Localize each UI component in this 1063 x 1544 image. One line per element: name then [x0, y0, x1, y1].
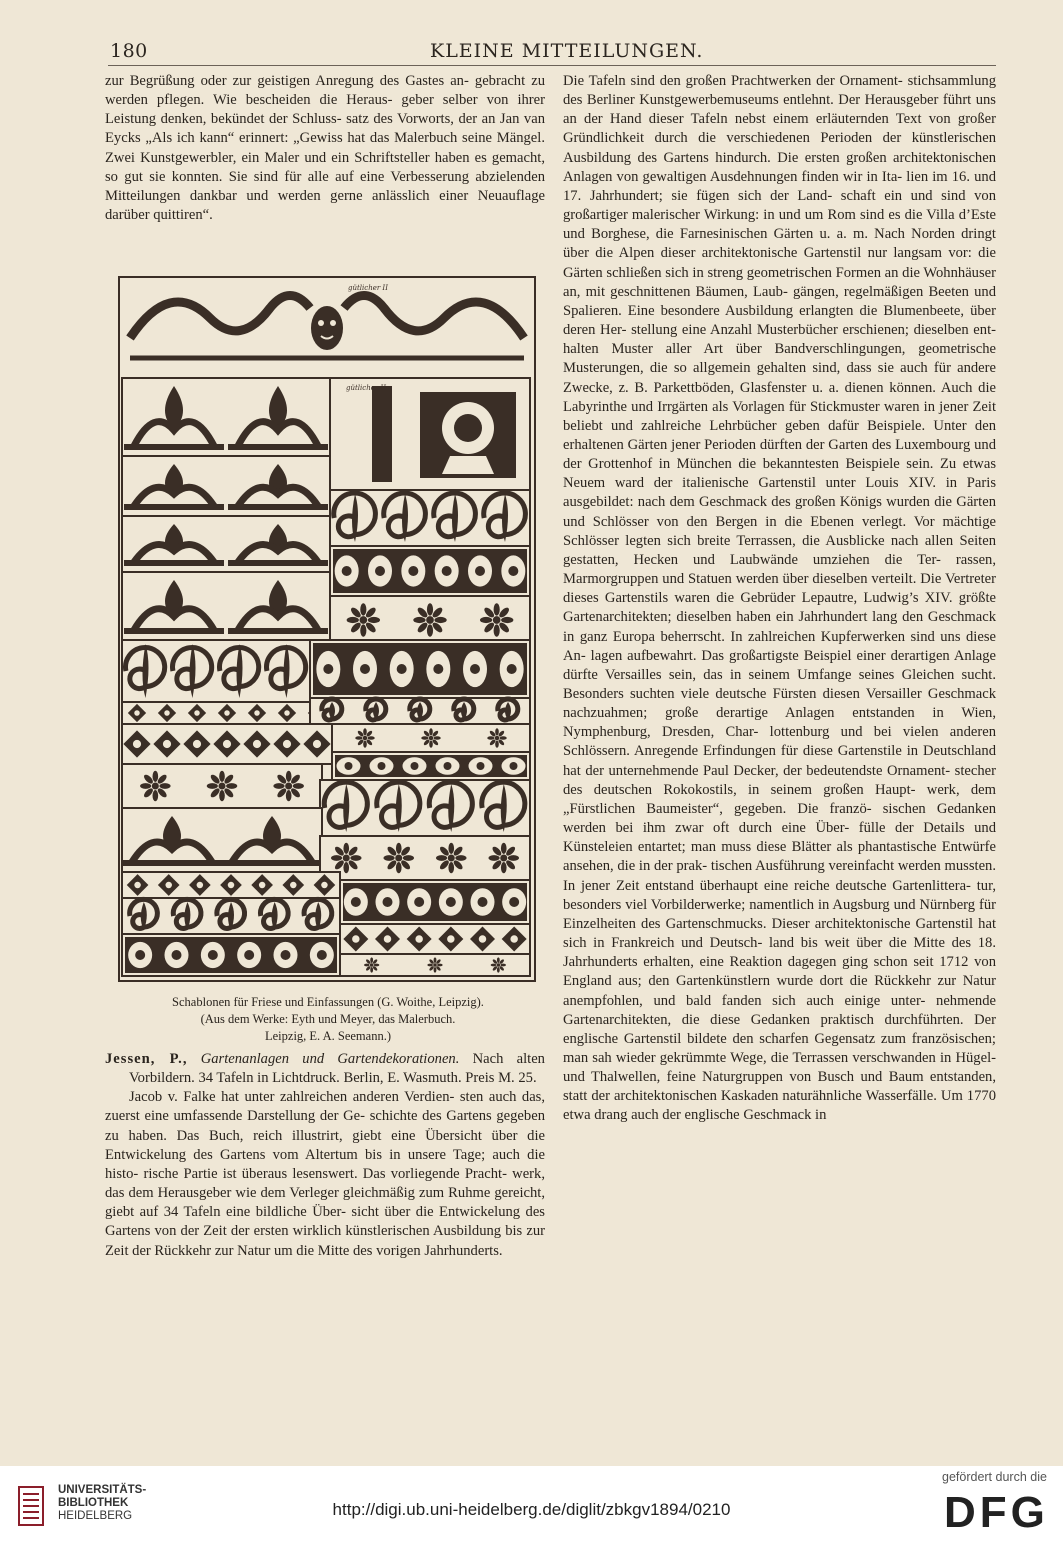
scroll-frieze [310, 698, 530, 724]
crest-frieze [122, 456, 330, 516]
funded-by-text: gefördert durch die [942, 1470, 1047, 1484]
crest-frieze [122, 572, 330, 640]
review-title: Gartenanlagen und Gartendekorationen. [200, 1051, 460, 1067]
ornament-figure [118, 276, 536, 982]
plate-label: gütlicher II [346, 384, 386, 392]
review-details: Nach alten Vorbildern. 34 Tafeln in Lichtdruck. Berlin, E. Wasmuth. Preis M. 25. [129, 1051, 545, 1087]
left-column-bottom [105, 1050, 545, 1261]
library-line: UNIVERSITÄTS- [58, 1484, 147, 1496]
dark-frieze [332, 752, 530, 780]
right-paragraph: Die Tafeln sind den großen Prachtwerken der Ornament- stichsammlung des Berliner Kunstgewerbemuseums entlehnt. Der Herausgeber führt uns an der Hand dieser Tafeln nebst einem erläuternden Text von großer Gründlichkeit durch die verschiedenen Perioden der künstlerischen Ausbildung des Gartens hindurch. Die ersten großen architektonischen Anlagen von gewaltigen Ausdehnungen finden wir in Ita- lien im 16. und 17. Jahrhundert; sie fügen sich der Land- schaft ein und sind von großartiger malerischer Wirkung: in und um Rom sind es die Villa d’Este und Borghese, die Farnesinischen Gärten u. a. m. Nach Norden dringt über die Alpen dieser architektonische Gartenstil nur langsam vor: die Gärten schließen sich in streng geometrischen Formen an die Wohnhäuser an, mit geschnittenen Bäumen, Laub- gängen, regelmäßigen Beeten und Spalieren. Eine besondere Ausbildung erlangten die Blumenbeete, über deren Her- stellung eine Anzahl Musterbücher erschienen; dieselben ent- halten Muster aller Art über Bandverschlingungen, geometrische Musterungen, die so allgemein gehalten sind, dass sie auch für andere Zwecke, z. B. Parkettböden, Glasfenster u. a. dienen können. Auch die Labyrinthe und Irrgärten als Vorlagen für Stickmuster waren in jener Zeit beliebt und zahlreiche Lehrbücher geben dafür Beispiele. Unter den erhaltenen Gärten jener Perioden dürften der Garten des Luxembourg und der Grottenhof in München die bekanntesten Beispiele sein. Zu etwas Neuem ward der italienische Gartenstil unter Louis XIV. in Paris ausgebildet: nach dem Geschmack des großen Königs wurden die Gärten und Schlösser von den Bergen in die Ebenen verlegt. Vor mächtige Schlösser legten sich breite Terrassen, die Ausblicke nach allen Seiten gestatten, Hecken und Laubwände umziehen die Ter- rassen, Marmorgruppen und Statuen werden über dieselben verteilt. Die Vertreter dieses Gartenstils waren die Gebrüder Lepautre, Ludwig’s XIV. größte Gartenarchitekten; dieselben haben ein Jahrhundert lang den Geschmack in ganz Europa beherrscht. In zahlreichen Kupferwerken sind uns diese An- lagen aufbewahrt. Das großartigste Beispiel einer derartigen Anlage dürfte Versailles sein, das in seinem Umfange seines Gleichen sucht. Besonders suchten viele deutsche Fürsten diesen Versailler Geschmack nachzuahmen; große derartige Anlagen entstanden in Wien, Nymphenburg, Dresden, Char- lottenburg und bei vielen anderen Schlössern. Anregende Erfindungen für diese Gartenstile in Deutschland hat der unternehmende Paul Decker, der bedeutendste Ornament- stecher des deutschen Rokokostils, in seinem großen Haupt- werk, dem „Fürstlichen Baumeister“, gegeben. Die franzö- sischen Gedanken werden bei ihm zwar oft durch eine Über- fülle der Details und Künsteleien entartet; man muss diese Blätter als phantastische Entwürfe ansehen, die in der prak- tischen Ausführung vereinfacht werden mussten. In jener Zeit entstand überhaupt eine reiche deutsche Gartenlittera- tur, besonders viel Vorbilderwerke; namentlich in Augsburg und Nürnberg für Einzelheiten des Gartenschmucks. Dieser architektonische Gartenstil hat sich in Frankreich und Deutsch- land bis weit über die Mitte des 18. Jahrhunderts erhalten, eine Reaktion dagegen ging schon seit 1712 von England aus; den Gartenkünstlern wurde dort die Rückkehr zur Natur anempfohlen, und bald fanden sich auch einige unter- nehmende Gartenarchitekten, die diese Gedanken praktisch durchführten. Der englische Gartenstil bildete den scharfen Gegensatz zum französischen; man sah wieder gekrümmte Wege, die Terrassen verschwanden in Hügel- und Thalwellen, feine Naturgruppen von Busch und Baum entstanden, statt der architektonischen Kaskaden naturähnliche Wasserfälle. Um 1770 etwa drang auch der englische Geschmack in [563, 73, 996, 1124]
scroll-frieze [122, 898, 340, 934]
right-column [563, 72, 996, 1126]
diamond-frieze [340, 924, 530, 954]
page-number: 180 [110, 40, 148, 62]
permalink-url[interactable]: http://digi.ub.uni-heidelberg.de/diglit/zbkgv1894/0210 [332, 1500, 731, 1519]
header-rule [108, 65, 996, 66]
caption-line: Schablonen für Friese und Einfassungen (G. Woithe, Leipzig). [172, 995, 484, 1009]
library-line: BIBLIOTHEK [58, 1497, 129, 1509]
crest-frieze [122, 516, 330, 572]
crest-frieze [122, 378, 330, 456]
left-paragraph: zur Begrüßung oder zur geistigen Anregung des Gastes an- gebracht zu werden pflegen. Wie bescheiden die Heraus- geber selber von ihrer Leistung denken, bekündet der Schluss- satz des Vorworts, der an Jan van Eycks „Als ich kann“ erinnert: „Gewiss hat das Malerbuch seine Mängel. Zwei Kunstgewerbler, ein Maler und ein Schriftsteller haben es gemacht, so gut sie konnten. Sie sind für alle auf eine Verbesserung abzielenden Mitteilungen dankbar und werden gerne anlässlich einer Neuauflage darüber quittiren“. [105, 73, 545, 224]
dark-frieze [310, 640, 530, 698]
library-line: HEIDELBERG [58, 1510, 133, 1522]
top-frieze [122, 280, 532, 366]
diamond-frieze [122, 724, 332, 764]
review-body: Jacob v. Falke hat unter zahlreichen anderen Verdien- sten auch das, zuerst eine umfassende Darstellung der Ge- schichte des Gartens gegeben zu haben. Das Buch, reich illustrirt, giebt eine Übersicht über die Entwickelung des Gartens vom Altertum bis in unsere Tage; auch die histo- rische Partie ist überaus lesenswert. Das vorliegende Pracht- werk, das dem Herausgeber wie dem Verleger gleichmäßig zum Ruhme gereicht, giebt auf 34 Tafeln eine bildliche Über- sicht über die Entwickelung des Gartens von der Zeit der ersten wirklich künstlerischen Ausbildung bis zur Zeit der Rückkehr zur Natur um die Mitte des vorigen Jahrhunderts. [105, 1089, 545, 1259]
diamond-frieze [122, 702, 332, 724]
urn-panel [330, 378, 530, 490]
review-author: Jessen, P., [105, 1051, 188, 1067]
rosette-frieze [320, 836, 530, 880]
dark-frieze [340, 880, 530, 924]
stencil-friezes-illustration [120, 278, 534, 980]
scroll-frieze [330, 490, 530, 546]
diamond-frieze [122, 872, 340, 898]
crest-frieze [122, 808, 322, 872]
running-title: KLEINE MITTEILUNGEN. [430, 40, 704, 62]
rosette-frieze [332, 724, 530, 752]
review-entry [105, 1050, 545, 1088]
oval-frieze [330, 546, 530, 596]
left-column-top [105, 72, 545, 225]
figure-caption [108, 994, 548, 1045]
rosette-frieze [330, 596, 530, 644]
rosette-frieze [122, 764, 322, 808]
scroll-frieze [122, 640, 310, 702]
dark-frieze [122, 934, 340, 976]
scroll-frieze [320, 780, 530, 836]
dfg-logo: DFG [944, 1488, 1049, 1537]
rosette-frieze [340, 954, 530, 976]
caption-line: (Aus dem Werke: Eyth und Meyer, das Malerbuch. [200, 1012, 456, 1026]
plate-label: gütlicher II [348, 284, 388, 292]
caption-line: Leipzig, E. A. Seemann.) [264, 1029, 391, 1043]
